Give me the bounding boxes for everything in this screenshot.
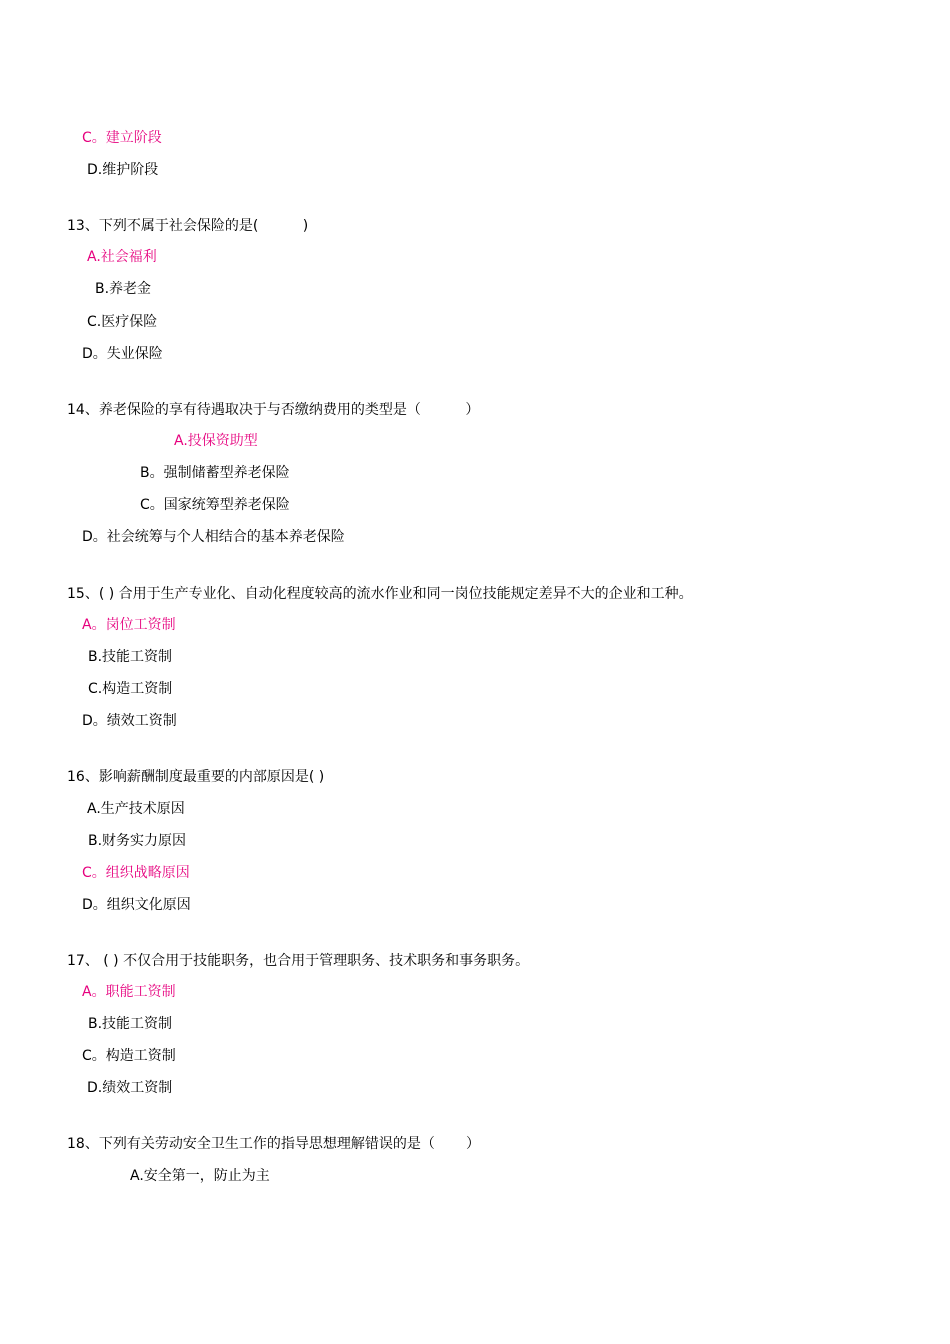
q13-option-b: B.养老金	[95, 281, 152, 297]
q12-option-d: D.维护阶段	[87, 162, 159, 178]
q18-question-text: 18、下列有关劳动安全卫生工作的指导思想理解错误的是（ ）	[67, 1136, 480, 1152]
q15-option-d: D。绩效工资制	[82, 713, 177, 729]
q14-question-text: 14、养老保险的享有待遇取决于与否缴纳费用的类型是（ ）	[67, 402, 480, 418]
q17-option-d: D.绩效工资制	[87, 1080, 173, 1096]
q13-option-a: A.社会福利	[87, 249, 157, 265]
q15-question-text: 15、( ) 合用于生产专业化、自动化程度较高的流水作业和同一岗位技能规定差异不大的企业和工种。	[67, 586, 693, 602]
q13-option-d: D。失业保险	[82, 346, 163, 362]
q16-option-c: C。组织战略原因	[82, 865, 190, 881]
q14-option-b: B。强制储蓄型养老保险	[140, 465, 290, 481]
q16-option-b: B.财务实力原因	[88, 833, 187, 849]
q12-option-c: C。建立阶段	[82, 130, 162, 146]
q17-question-text: 17、 ( ) 不仅合用于技能职务，也合用于管理职务、技术职务和事务职务。	[67, 953, 530, 969]
q16-option-a: A.生产技术原因	[87, 801, 185, 817]
q14-option-a: A.投保资助型	[174, 433, 258, 449]
q14-option-d: D。社会统筹与个人相结合的基本养老保险	[82, 529, 345, 545]
q15-option-b: B.技能工资制	[88, 649, 173, 665]
q17-option-c: C。构造工资制	[82, 1048, 176, 1064]
q17-option-a: A。职能工资制	[82, 984, 176, 1000]
q15-option-c: C.构造工资制	[88, 681, 173, 697]
q16-question-text: 16、影响薪酬制度最重要的内部原因是( )	[67, 769, 325, 785]
q17-option-b: B.技能工资制	[88, 1016, 173, 1032]
q13-question-text: 13、下列不属于社会保险的是( )	[67, 218, 309, 234]
q15-option-a: A。岗位工资制	[82, 617, 176, 633]
q13-option-c: C.医疗保险	[87, 314, 158, 330]
q18-option-a: A.安全第一，防止为主	[130, 1168, 270, 1184]
q16-option-d: D。组织文化原因	[82, 897, 191, 913]
q14-option-c: C。国家统筹型养老保险	[140, 497, 290, 513]
